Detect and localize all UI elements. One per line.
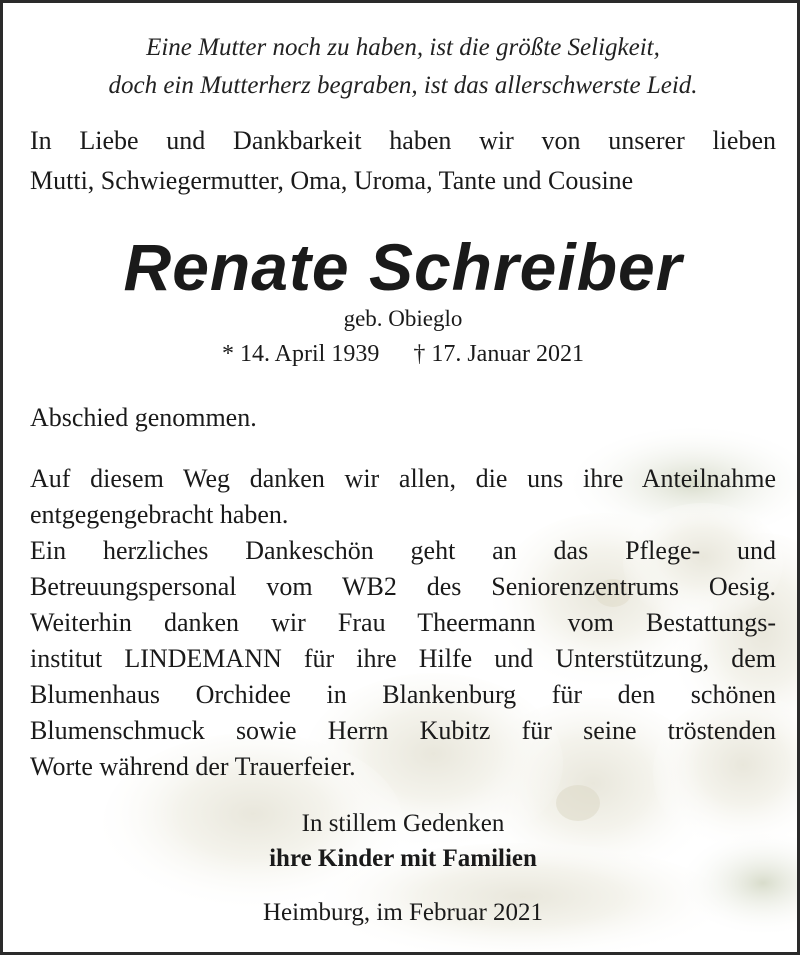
- place-and-date: Heimburg, im Februar 2021: [262, 899, 544, 926]
- closing-line-2: ihre Kinder mit Familien: [269, 845, 537, 872]
- closing-signature: [3, 806, 800, 876]
- thanks-line-3: Ein herzliches Dankeschön geht an das Pflege- und: [30, 536, 776, 565]
- deceased-name: Renate Schreiber: [123, 230, 683, 304]
- birth-name: geb. Obieglo: [343, 306, 463, 331]
- thanks-paragraph: [30, 461, 776, 785]
- memorial-poem: [3, 29, 800, 105]
- thanks-line-7: Blumenhaus Orchidee in Blankenburg für den schönen: [30, 680, 776, 709]
- closing-line-1: In stillem Gedenken: [301, 810, 505, 837]
- life-dates: [3, 337, 800, 371]
- poem-line-1: Eine Mutter noch zu haben, ist die größte Seligkeit,: [146, 34, 660, 61]
- thanks-line-2: entgegengebracht haben.: [30, 500, 289, 529]
- death-date: † 17. Januar 2021: [413, 341, 584, 367]
- intro-line-2: Mutti, Schwiegermutter, Oma, Uroma, Tante und Cousine: [30, 166, 634, 195]
- intro-line-1: In Liebe und Dankbarkeit haben wir von unserer lieben: [30, 126, 776, 155]
- thanks-line-9: Worte während der Trauerfeier.: [30, 752, 356, 781]
- thanks-line-6: institut LINDEMANN für ihre Hilfe und Unterstützung, dem: [30, 644, 776, 673]
- farewell-statement: Abschied genommen.: [30, 403, 257, 432]
- thanks-line-1: Auf diesem Weg danken wir allen, die uns ihre Anteilnahme: [30, 464, 776, 493]
- thanks-line-8: Blumenschmuck sowie Herrn Kubitz für seine tröstenden: [30, 716, 776, 745]
- birth-date: * 14. April 1939: [222, 341, 380, 367]
- intro-paragraph: [30, 121, 776, 201]
- thanks-line-4: Betreuungspersonal vom WB2 des Seniorenzentrums Oesig.: [30, 572, 776, 601]
- thanks-line-5: Weiterhin danken wir Frau Theermann vom Bestattungs-: [30, 608, 776, 637]
- poem-line-2: doch ein Mutterherz begraben, ist das allerschwerste Leid.: [108, 72, 698, 99]
